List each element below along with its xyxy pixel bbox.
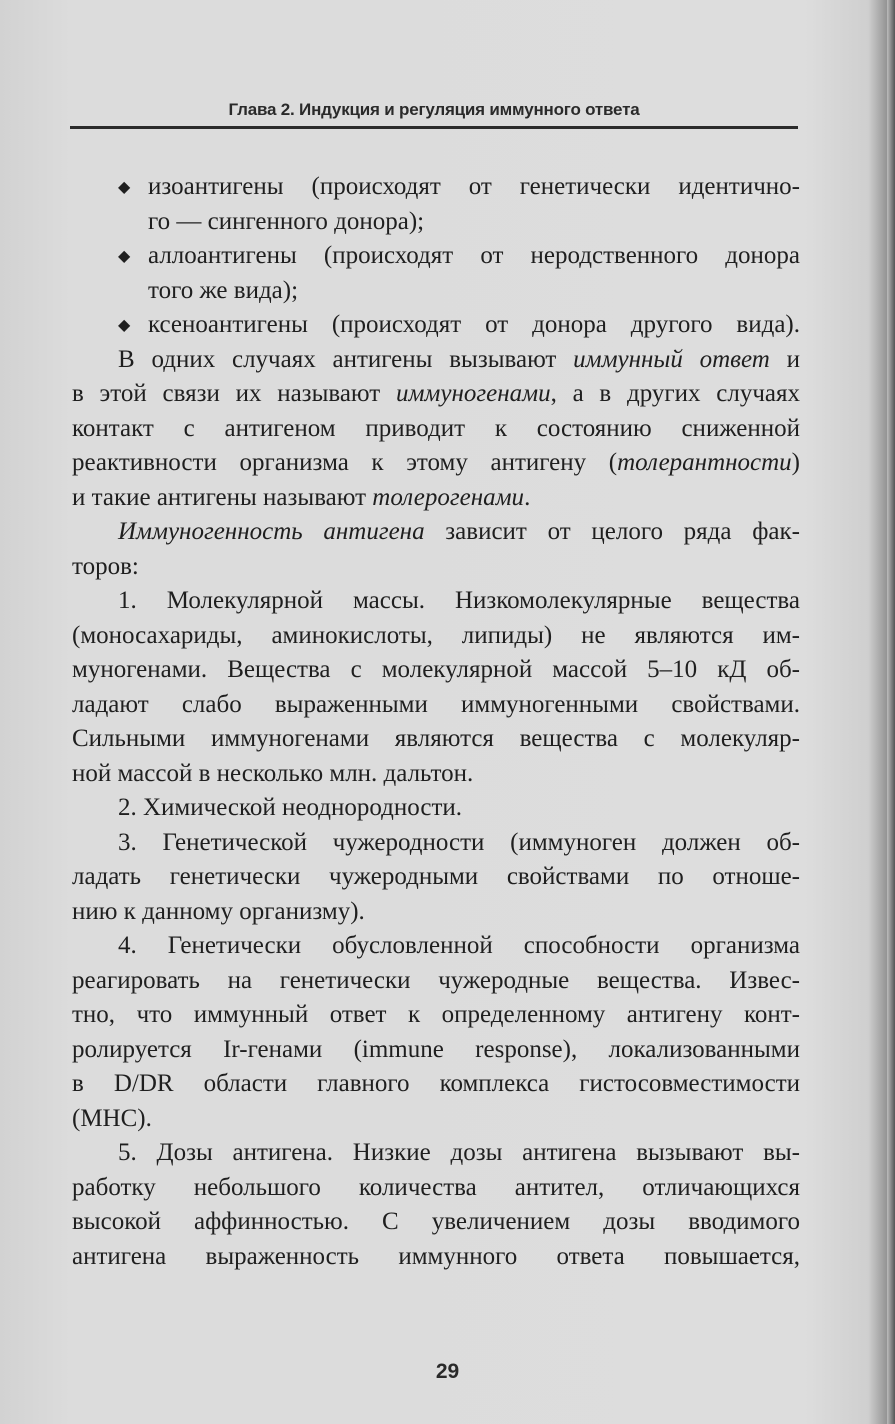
list-item-line: 4. Генетически обусловленной способности организма [118, 932, 800, 959]
list-item-line: тно, что иммунный ответ к определенному антигену конт- [72, 1001, 800, 1028]
italic-term: иммуногенами [395, 380, 551, 407]
paragraph-line: в этой связи их называют иммуногенами, а в других случаях [72, 380, 800, 407]
list-item-line: ной массой в несколько млн. дальтон. [72, 759, 474, 787]
list-item-line: 1. Молекулярной массы. Низкомолекулярные вещества [118, 587, 800, 614]
list-item-line: нию к данному организму). [72, 897, 365, 925]
list-item-line: ролируется Ir-генами (immune response), локализованными [72, 1035, 800, 1063]
list-item-line: 2. Химической неоднородности. [118, 794, 463, 821]
list-item-line: в D/DR области главного комплекса гистосовместимости [72, 1070, 800, 1097]
header-rule [70, 126, 798, 129]
list-item-line: ладать генетически чужеродными свойствами по отноше- [72, 863, 800, 890]
paragraph-line: Иммуногенность антигена зависит от целого ряда фак- [118, 518, 800, 545]
list-item-line: ладают слабо выраженными иммуногенными свойствами. [72, 690, 800, 718]
list-item-line: высокой аффинностью. С увеличением дозы вводимого [72, 1208, 800, 1235]
italic-term: иммунный ответ [573, 345, 770, 373]
bullet-line: того же вида); [148, 276, 299, 304]
page-edge-shadow [887, 0, 895, 1424]
page-number: 29 [435, 1360, 460, 1383]
bullet-line: ◆ ксеноантигены (происходят от донора другого вида). [72, 308, 800, 343]
bullet-line: ◆ изоантигены (происходят от генетически идентично- [72, 170, 800, 205]
list-item-line: (MHC). [72, 1104, 152, 1132]
list-item-line: 3. Генетической чужеродности (иммуноген должен об- [118, 828, 800, 856]
paragraph-line: и такие антигены называют толерогенами. [72, 483, 531, 511]
list-item-line: реагировать на генетически чужеродные вещества. Извес- [72, 966, 800, 994]
diamond-bullet-icon: ◆ [118, 317, 131, 334]
paragraph-line: реактивности организма к этому антигену (толерантности) [72, 449, 800, 476]
italic-term: толерогенами [372, 483, 525, 511]
italic-term: Иммуногенность антигена [118, 518, 425, 545]
body-text [72, 170, 800, 1274]
list-item-line: (моносахариды, аминокислоты, липиды) не являются им- [72, 621, 800, 649]
bullet-line: го — сингенного донора); [148, 207, 425, 235]
list-item-line: Сильными иммуногенами являются вещества с молекуляр- [72, 725, 800, 752]
list-item-line: антигена выраженность иммунного ответа повышается, [72, 1242, 800, 1270]
running-header: Глава 2. Индукция и регуляция иммунного ответа [228, 100, 640, 119]
list-item-line: 5. Дозы антигена. Низкие дозы антигена вызывают вы- [118, 1139, 800, 1166]
italic-term: толерантности [617, 449, 792, 476]
diamond-bullet-icon: ◆ [118, 179, 131, 196]
diamond-bullet-icon: ◆ [118, 248, 131, 265]
paragraph-line: В одних случаях антигены вызывают иммунный ответ и [118, 345, 801, 373]
bullet-line: ◆ аллоантигены (происходят от неродственного донора [72, 239, 800, 274]
list-item-line: работку небольшого количества антител, отличающихся [72, 1173, 800, 1201]
paragraph-line: контакт с антигеном приводит к состоянию сниженной [72, 414, 800, 442]
list-item-line: муногенами. Вещества с молекулярной массой 5–10 кД об- [72, 656, 800, 683]
paragraph-line: торов: [72, 552, 139, 580]
